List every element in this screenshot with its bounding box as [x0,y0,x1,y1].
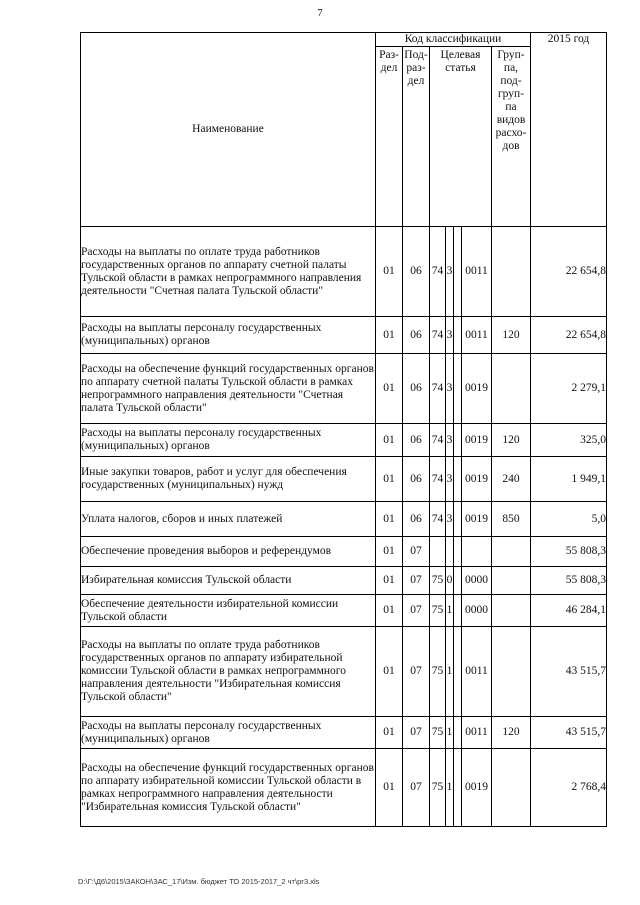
row-target-spacer [454,424,462,457]
row-target-direction: 0019 [462,749,492,827]
row-target-subprogram: 3 [446,424,454,457]
row-amount: 2 279,1 [531,354,607,424]
row-razdel: 01 [376,627,403,717]
row-target-program: 75 [430,749,446,827]
table-row [81,227,607,317]
row-target-spacer [454,354,462,424]
row-target-spacer [454,227,462,317]
row-target-spacer [454,317,462,354]
row-target-spacer [454,537,462,567]
row-expense-type [492,595,531,627]
table-row [81,457,607,502]
table-row [81,717,607,749]
row-target-direction [462,537,492,567]
row-expense-type: 120 [492,317,531,354]
row-razdel: 01 [376,424,403,457]
row-name: Расходы на выплаты персоналу государственных (муниципальных) органов [81,317,376,354]
row-name: Расходы на обеспечение функций государственных органов по аппарату счетной палаты Тульской области в рамках непрограммного направления деятельности "Счетная палата Тульской области" [81,354,376,424]
row-amount: 43 515,7 [531,627,607,717]
row-target-spacer [454,717,462,749]
header-year: 2015 год [531,33,607,227]
row-podrazdel: 06 [403,317,430,354]
row-target-program: 74 [430,227,446,317]
file-path-footer: D:\Г:\Д6\2015\ЗАКОН\ЗАС_17\Изм. бюджет ТО 2015-2017_2 чт\рг3.xls [78,877,320,886]
row-target-subprogram: 0 [446,567,454,595]
row-name: Расходы на выплаты по оплате труда работников государственных органов по аппарату избирательной комиссии Тульской области в рамках непрограммного направления деятельности "Избирательная комиссия Тульской области" [81,627,376,717]
row-target-subprogram: 1 [446,627,454,717]
row-podrazdel: 07 [403,749,430,827]
table-row [81,537,607,567]
row-target-subprogram: 1 [446,717,454,749]
row-amount: 325,0 [531,424,607,457]
row-razdel: 01 [376,354,403,424]
row-amount: 2 768,4 [531,749,607,827]
row-target-program: 74 [430,424,446,457]
row-expense-type: 120 [492,717,531,749]
row-target-direction: 0019 [462,424,492,457]
table-row [81,567,607,595]
row-target-program: 75 [430,595,446,627]
row-expense-type: 120 [492,424,531,457]
row-expense-type [492,227,531,317]
row-name: Иные закупки товаров, работ и услуг для обеспечения государственных (муниципальных) нужд [81,457,376,502]
table-row [81,749,607,827]
row-expense-type [492,627,531,717]
row-razdel: 01 [376,457,403,502]
row-expense-type [492,567,531,595]
row-name: Обеспечение проведения выборов и референдумов [81,537,376,567]
row-name: Уплата налогов, сборов и иных платежей [81,502,376,537]
row-razdel: 01 [376,502,403,537]
budget-table [80,32,607,827]
table-row [81,627,607,717]
header-code-group: Код классификации [376,33,531,47]
row-target-subprogram: 1 [446,595,454,627]
table-row [81,502,607,537]
row-razdel: 01 [376,595,403,627]
row-podrazdel: 07 [403,717,430,749]
header-target-article: Целевая статья [430,47,492,227]
row-amount: 46 284,1 [531,595,607,627]
row-target-direction: 0011 [462,627,492,717]
row-amount: 22 654,8 [531,227,607,317]
row-target-spacer [454,567,462,595]
row-target-program [430,537,446,567]
page-number: 7 [317,7,323,19]
row-podrazdel: 07 [403,627,430,717]
row-expense-type: 850 [492,502,531,537]
row-name: Расходы на обеспечение функций государственных органов по аппарату избирательной комиссии Тульской области в рамках непрограммного направления деятельности "Избирательная комиссия Тульской области" [81,749,376,827]
row-target-subprogram: 3 [446,457,454,502]
row-name: Расходы на выплаты персоналу государственных (муниципальных) органов [81,717,376,749]
row-target-direction: 0011 [462,317,492,354]
row-amount: 22 654,8 [531,317,607,354]
row-target-program: 75 [430,717,446,749]
row-podrazdel: 06 [403,457,430,502]
row-podrazdel: 07 [403,567,430,595]
row-target-program: 74 [430,457,446,502]
row-name: Избирательная комиссия Тульской области [81,567,376,595]
row-amount: 1 949,1 [531,457,607,502]
table-row [81,317,607,354]
row-podrazdel: 07 [403,595,430,627]
row-podrazdel: 06 [403,227,430,317]
row-target-direction: 0011 [462,227,492,317]
row-target-subprogram: 3 [446,354,454,424]
row-target-direction: 0019 [462,502,492,537]
row-target-subprogram [446,537,454,567]
row-razdel: 01 [376,749,403,827]
row-name: Обеспечение деятельности избирательной комиссии Тульской области [81,595,376,627]
row-target-subprogram: 3 [446,317,454,354]
row-razdel: 01 [376,317,403,354]
row-podrazdel: 06 [403,354,430,424]
row-name: Расходы на выплаты персоналу государственных (муниципальных) органов [81,424,376,457]
row-amount: 55 808,3 [531,537,607,567]
row-target-direction: 0000 [462,595,492,627]
row-amount: 5,0 [531,502,607,537]
row-target-subprogram: 3 [446,227,454,317]
row-target-direction: 0000 [462,567,492,595]
row-amount: 55 808,3 [531,567,607,595]
row-expense-type: 240 [492,457,531,502]
row-target-subprogram: 3 [446,502,454,537]
row-amount: 43 515,7 [531,717,607,749]
row-target-direction: 0011 [462,717,492,749]
row-target-program: 74 [430,502,446,537]
row-podrazdel: 07 [403,537,430,567]
header-podrazdel: Под- раз- дел [403,47,430,227]
row-expense-type [492,537,531,567]
row-target-spacer [454,502,462,537]
row-target-program: 74 [430,317,446,354]
row-target-spacer [454,595,462,627]
row-target-spacer [454,749,462,827]
row-target-direction: 0019 [462,354,492,424]
row-podrazdel: 06 [403,502,430,537]
row-name: Расходы на выплаты по оплате труда работников государственных органов по аппарату счетной палаты Тульской области в рамках непрограммного направления деятельности "Счетная палата Тульской области" [81,227,376,317]
row-target-spacer [454,627,462,717]
row-razdel: 01 [376,717,403,749]
row-expense-type [492,354,531,424]
row-target-program: 74 [430,354,446,424]
row-razdel: 01 [376,537,403,567]
row-target-direction: 0019 [462,457,492,502]
header-name: Наименование [81,33,376,227]
row-expense-type [492,749,531,827]
header-razdel: Раз- дел [376,47,403,227]
row-target-program: 75 [430,567,446,595]
row-target-subprogram: 1 [446,749,454,827]
table-body [81,227,607,827]
row-target-program: 75 [430,627,446,717]
row-razdel: 01 [376,227,403,317]
table-header [81,33,607,227]
header-expense-type: Груп- па, под- груп- па видов расхо- дов [492,47,531,227]
table-row [81,424,607,457]
row-podrazdel: 06 [403,424,430,457]
row-razdel: 01 [376,567,403,595]
row-target-spacer [454,457,462,502]
table-row [81,595,607,627]
table-row [81,354,607,424]
